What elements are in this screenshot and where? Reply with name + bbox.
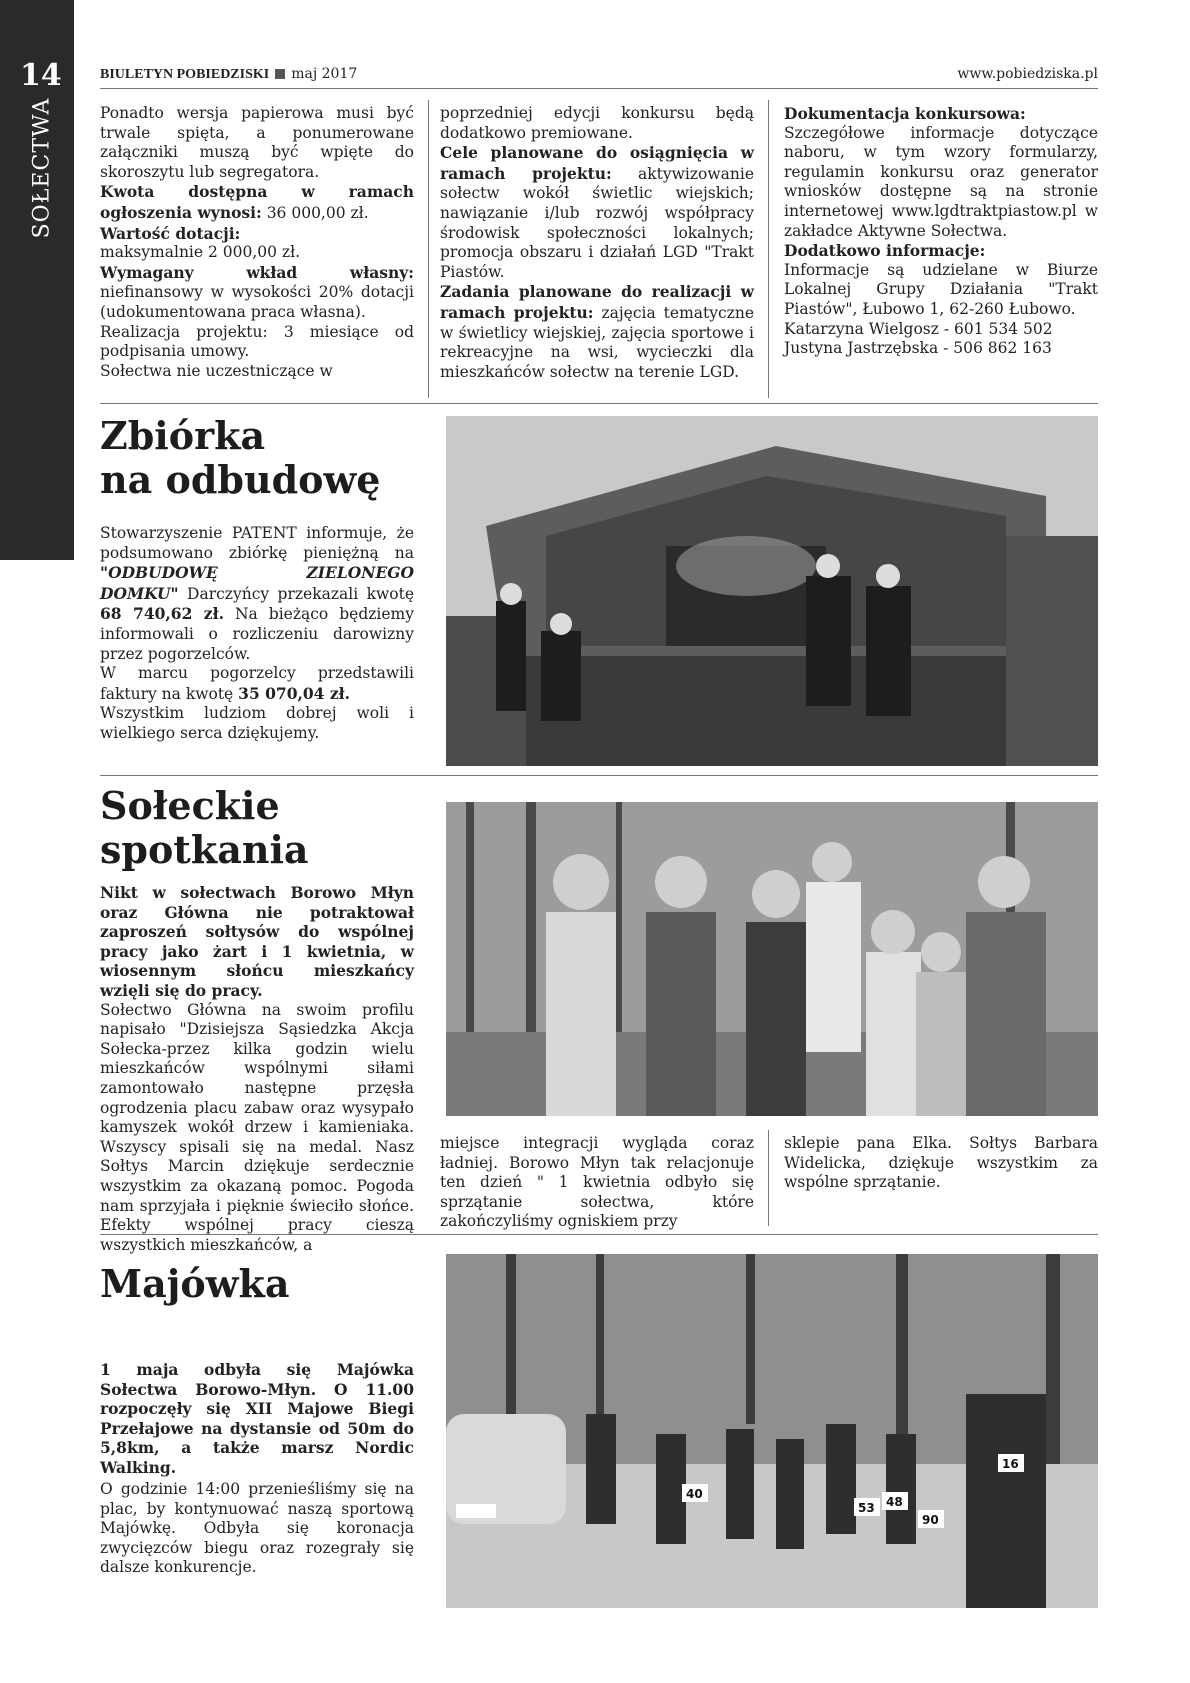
separator-square-icon bbox=[275, 69, 285, 79]
article-title-spotkania: Sołeckie spotkania bbox=[100, 783, 309, 872]
article-body-spotkania-col3: sklepie pana Elka. Sołtys Barbara Widelicka, dziękuje wszystkim za wspólne sprzątanie. bbox=[784, 1134, 1098, 1192]
article-title-zbiorka: Zbiórka na odbudowę bbox=[100, 413, 381, 502]
top-column-1: Ponadto wersja papierowa musi być trwale spięta, a ponumerowane załączniki muszą być wpięte do skoroszytu lub segregatora. Kwota dostępna w ramach ogłoszenia wynosi: 36 000,00 zł. Wartość dotacji: maksymalnie 2 000,00 zł. Wymagany wkład własny: niefinansowy w wysokości 20% dotacji (udokumentowana praca własna). Realizacja projektu: 3 miesiące od podpisania umowy. Sołectwa nie uczestniczące w bbox=[100, 104, 414, 380]
photo-children-running bbox=[446, 1254, 1098, 1608]
website-link[interactable]: www.pobiedziska.pl bbox=[957, 66, 1098, 82]
column-divider bbox=[768, 100, 769, 398]
article-lead-majowka: 1 maja odbyła się Majówka Sołectwa Borowo-Młyn. O 11.00 rozpoczęły się XII Majowe Biegi Przełajowe na dystansie od 50m do 5,8km, a także marsz Nordic Walking. bbox=[100, 1360, 414, 1477]
article-body-spotkania: Nikt w sołectwach Borowo Młyn oraz Główna nie potraktował zaproszeń sołtysów do wspólnej pracy jako żart i 1 kwietnia, w wiosennym słońcu mieszkańcy wzięli się do pracy. Sołectwo Główna na swoim profilu napisało "Dzisiejsza Sąsiedzka Akcja Sołecka-przez kilka godzin wielu mieszkańców wspólnymi siłami zamontowało następne przęsła ogrodzenia placu zabaw oraz wysypało kamyszek wokół drzew i kamieniaka. Wszyscy spisali się na medal. Nasz Sołtys Marcin dziękuje serdecznie wszystkim za okazaną pomoc. Pogoda nam sprzyjała i pięknie świeciło słońce. Efekty wspólnej pracy cieszą wszystkich mieszkańców, a bbox=[100, 883, 414, 1254]
bib-number: 48 bbox=[886, 1495, 903, 1509]
article-title-majowka: Majówka bbox=[100, 1261, 290, 1306]
bib-number: 90 bbox=[922, 1513, 939, 1527]
article-body-spotkania-col2: miejsce integracji wygląda coraz ładniej. Borowo Młyn tak relacjonuje ten dzień " 1 kwietnia odbyło się sprzątanie sołectwa, które zakończyliśmy ogniskiem przy bbox=[440, 1134, 754, 1231]
publication-name: BIULETYN POBIEDZISKI bbox=[100, 67, 270, 82]
section-label: SOŁECTWA bbox=[29, 97, 55, 239]
photo-fire-house bbox=[446, 416, 1098, 766]
header-rule bbox=[100, 88, 1098, 89]
column-divider bbox=[428, 100, 429, 398]
section-rule bbox=[100, 1234, 1098, 1235]
bib-number: 40 bbox=[686, 1487, 703, 1501]
photo-villagers-waving bbox=[446, 802, 1098, 1116]
page-number: 14 bbox=[20, 58, 62, 93]
article-body-zbiorka: Stowarzyszenie PATENT informuje, że podsumowano zbiórkę pieniężną na "ODBUDOWĘ ZIELONEGO DOMKU" Darczyńcy przekazali kwotę 68 740,62 zł. Na bieżąco będziemy informowali o rozliczeniu darowizny przez pogorzelców. W marcu pogorzelcy przedstawili faktury na kwotę 35 070,04 zł. Wszystkim ludziom dobrej woli i wielkiego serca dziękujemy. bbox=[100, 524, 414, 742]
section-rule bbox=[100, 403, 1098, 404]
column-divider bbox=[768, 1130, 769, 1226]
bib-number: 53 bbox=[858, 1501, 875, 1515]
bib-number: 16 bbox=[1002, 1457, 1019, 1471]
issue-date: maj 2017 bbox=[291, 66, 358, 82]
top-column-2: poprzedniej edycji konkursu będą dodatkowo premiowane. Cele planowane do osiągnięcia w ramach projektu: aktywizowanie sołectw wokół świetlic wiejskich; nawiązanie i/lub rozwój współpracy środowisk społeczności lokalnych; promocja obszaru i działań LGD "Trakt Piastów. Zadania planowane do realizacji w ramach projektu: zajęcia tematyczne w świetlicy wiejskiej, zajęcia sportowe i rekreacyjne na wsi, wycieczki dla mieszkańców sołectw na terenie LGD. bbox=[440, 104, 754, 381]
article-body-majowka: O godzinie 14:00 przenieśliśmy się na plac, by kontynuować naszą sportową Majówkę. Odbyła się koronacja zwycięzców biegu oraz rozegrały się dalsze konkurencje. bbox=[100, 1480, 414, 1577]
top-column-3: Dokumentacja konkursowa: Szczegółowe informacje dotyczące naboru, w tym wzory formularzy, regulamin konkursu oraz generator wniosków dostępne są na stronie internetowej www.lgdtraktpiastow.pl w zakładce Aktywne Sołectwa. Dodatkowo informacje: Informacje są udzielane w Biurze Lokalnej Grupy Działania "Trakt Piastów", Łubowo 1, 62-260 Łubowo. Katarzyna Wielgosz - 601 534 502 Justyna Jastrzębska - 506 862 163 bbox=[784, 104, 1098, 358]
page-header bbox=[100, 66, 1098, 90]
section-rule bbox=[100, 775, 1098, 776]
